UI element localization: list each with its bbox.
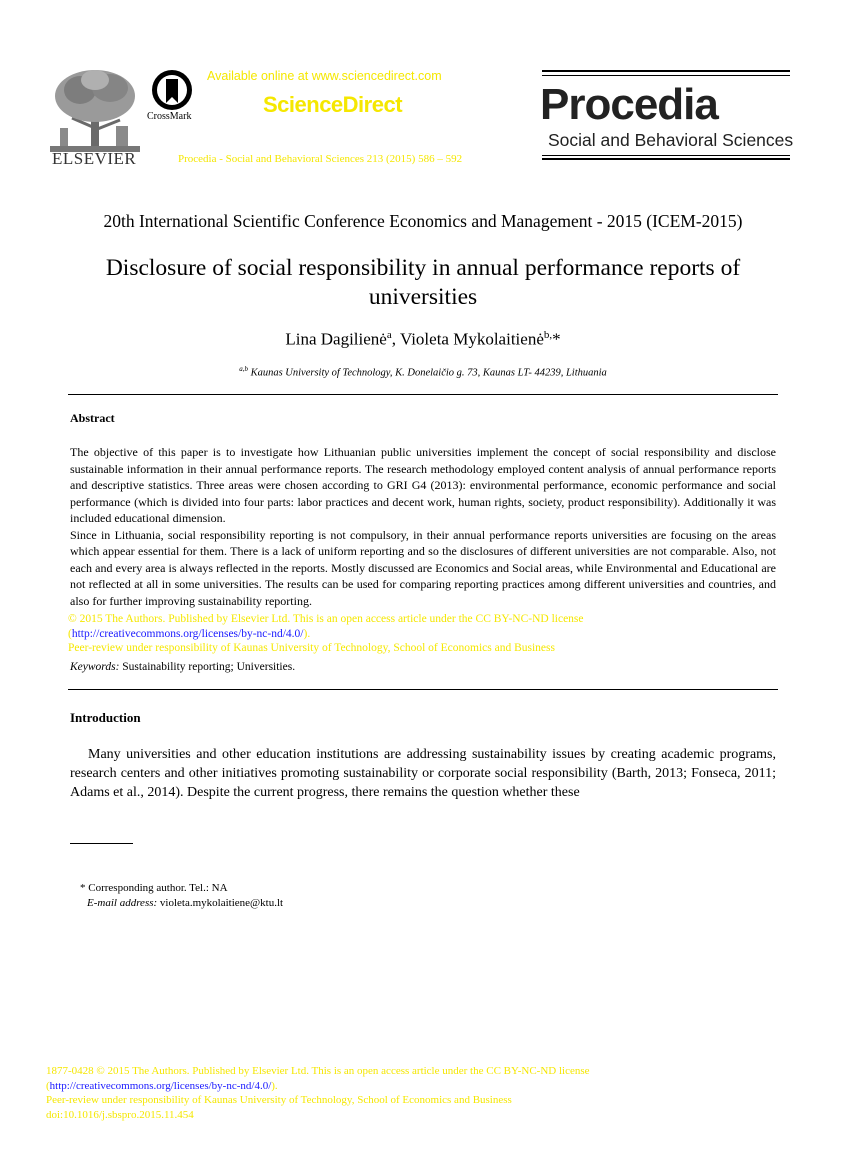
conference-name: 20th International Scientific Conference Economics and Management - 2015 (ICEM-2015) (103, 211, 743, 231)
abstract-paragraph-1: The objective of this paper is to investigate how Lithuanian public universities implement the concept of social responsibility and disclose sustainable information in their annual performance reports. The research methodology employed content analysis of annual performance reports and descriptive statistics. Three areas were chosen according to GRI G4 (2013): environmental performance, economic performance and social performance (which is divided into four parts: labor practices and decent work, human rights, society, product responsibility). Additionally it was included educational dimension. (70, 445, 776, 525)
keywords-label: Keywords: (70, 661, 120, 673)
abstract-license-line (68, 627, 778, 642)
footer-peer-review: Peer-review under responsibility of Kaunas University of Technology, School of Economics and Business (46, 1094, 512, 1107)
elsevier-logo (50, 68, 140, 152)
footer-license-link[interactable]: http://creativecommons.org/licenses/by-nc-nd/4.0/ (49, 1079, 272, 1092)
abstract-license (68, 612, 778, 656)
affiliation (0, 365, 846, 379)
footnote-email[interactable]: violeta.mykolaitiene@ktu.lt (157, 897, 284, 909)
journal-logo-top-rule-2 (542, 75, 790, 76)
author-2: Violeta Mykolaitienė (399, 329, 544, 349)
footer-issn: 1877-0428 © 2015 The Authors. Published by Elsevier Ltd. This is an open access article under the CC BY-NC-ND license (46, 1065, 590, 1077)
abstract-bottom-rule (68, 689, 778, 690)
keywords-text: Sustainability reporting; Universities. (119, 661, 296, 673)
crossmark-icon (150, 70, 196, 112)
footer-license-close: ). (271, 1079, 278, 1092)
author-1: Lina Dagilienė (285, 329, 387, 349)
footnote-corresponding (80, 881, 283, 896)
journal-logo-top-rule (542, 70, 790, 72)
affiliation-text: Kaunas University of Technology, K. Donelaičio g. 73, Kaunas LT- 44239, Lithuania (247, 367, 607, 379)
journal-logo-bottom-rule (542, 155, 790, 156)
abstract-top-rule (68, 394, 778, 395)
corresponding-mark: * (552, 329, 561, 349)
journal-logo-subtitle: Social and Behavioral Sciences (548, 130, 794, 150)
abstract-paragraph-2: Since in Lithuania, social responsibility reporting is not compulsory, in their annual performance reports universities are focusing on the areas which appear essential for them. There is a lack of uniform reporting and so the disclosures of different universities are not comparable. Also, not each and every area is always reflected in the reports. Mostly discussed are Economics and Social areas, while Environmental and Educational are not reflected at all in some universities. The results can be used for comparing reporting practices among different universities and countries, and also for further improving sustainability reporting. (70, 527, 776, 608)
paper-title-line-2: universities (368, 284, 478, 310)
author-separator: , (391, 329, 400, 349)
license-close-paren: ). (303, 627, 311, 640)
introduction-paragraph: Many universities and other education institutions are addressing sustainability issues by creating academic programs, research centers and other initiatives promoting sustainability or corporate social responsibility (Barth, 2013; Fonseca, 2011; Adams et al., 2014). Despite the current progress, there remains the question whether these (70, 747, 776, 800)
footnote-email-label: E-mail address: (87, 897, 158, 909)
footnote-email-line (80, 896, 283, 911)
introduction-heading: Introduction (70, 710, 141, 725)
available-online-text[interactable]: Available online at www.sciencedirect.com (207, 69, 442, 83)
keywords (70, 661, 295, 673)
sciencedirect-logo[interactable]: ScienceDirect (263, 92, 403, 117)
author-1-affil: a (386, 329, 392, 341)
author-list (0, 329, 846, 350)
paper-title-line-1: Disclosure of social responsibility in annual performance reports of (105, 255, 741, 281)
crossmark-label: CrossMark (147, 111, 192, 122)
publisher-name: ELSEVIER (52, 149, 137, 168)
page-footer (46, 1064, 590, 1123)
abstract-peer-review: Peer-review under responsibility of Kaunas University of Technology, School of Economics and Business (68, 642, 555, 654)
journal-logo-title: Procedia (540, 80, 718, 129)
journal-logo-bottom-rule-2 (542, 158, 790, 160)
crossmark-badge[interactable] (147, 70, 196, 122)
abstract-heading: Abstract (70, 411, 115, 425)
footnote-text: Corresponding author. Tel.: NA (88, 882, 228, 894)
affiliation-marks: a,b (239, 365, 248, 373)
footer-license-open: ( (46, 1079, 50, 1092)
license-link[interactable]: http://creativecommons.org/licenses/by-nc-nd/4.0/ (71, 627, 304, 640)
footer-doi[interactable]: doi:10.1016/j.sbspro.2015.11.454 (46, 1109, 194, 1122)
footnote (80, 881, 283, 911)
license-open-paren: ( (68, 627, 72, 640)
footnote-rule (70, 843, 133, 844)
abstract-body (70, 444, 776, 609)
elsevier-tree-icon (50, 68, 140, 152)
abstract-copyright: © 2015 The Authors. Published by Elsevier Ltd. This is an open access article under the CC BY-NC-ND license (68, 613, 584, 625)
journal-citation: Procedia - Social and Behavioral Sciences 213 (2015) 586 – 592 (178, 153, 463, 165)
footnote-mark: * (80, 882, 89, 894)
footer-license-line (46, 1079, 590, 1094)
author-2-affil: b, (543, 329, 553, 341)
paper-title (40, 254, 806, 312)
